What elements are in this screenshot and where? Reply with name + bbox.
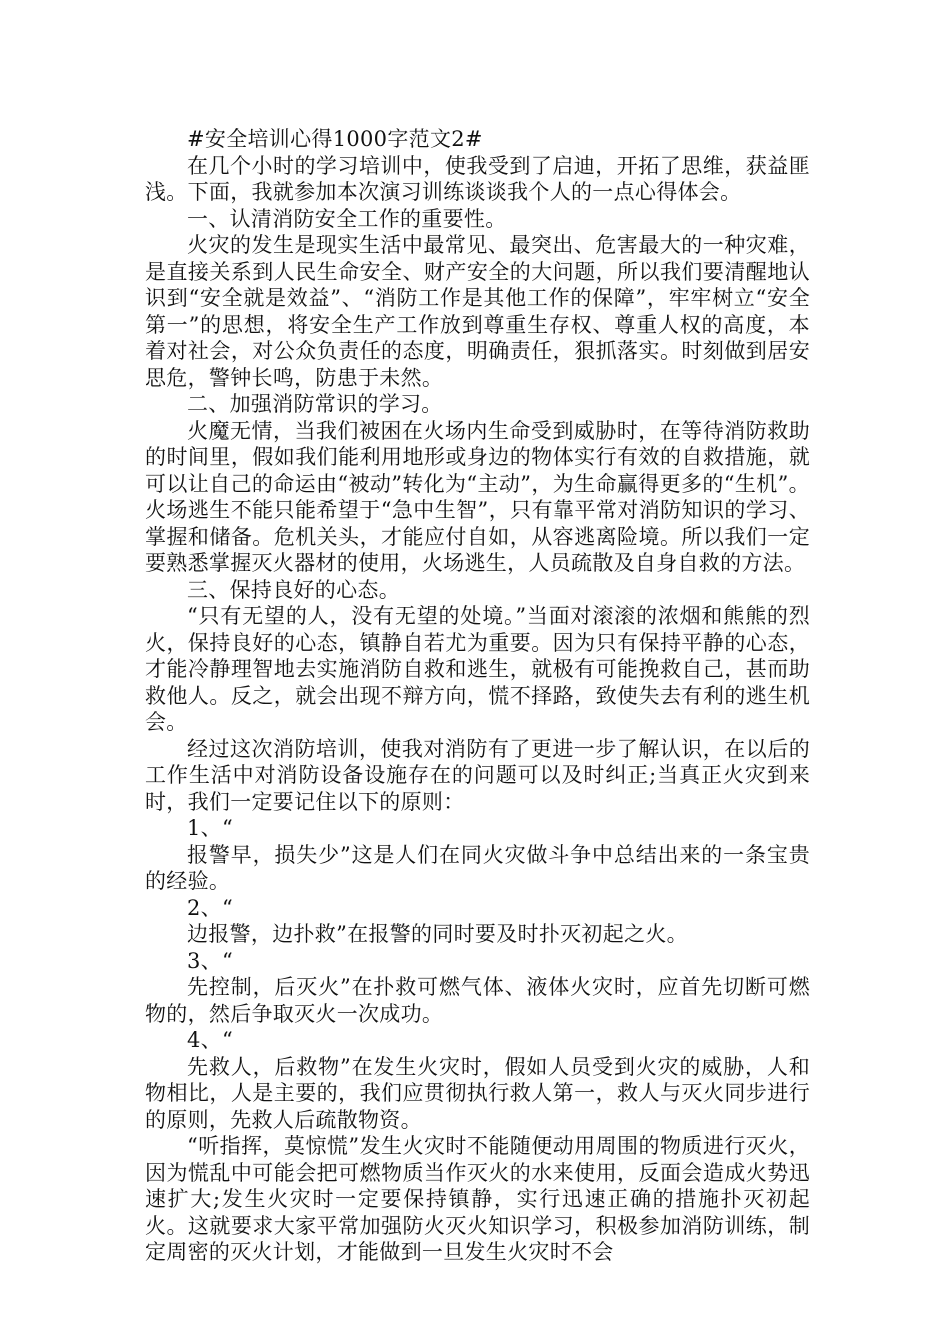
section-heading-2: 二、加强消防常识的学习。 — [187, 392, 443, 416]
principle-2-number: 2、“ — [187, 895, 233, 920]
section-heading-1: 一、认清消防安全工作的重要性。 — [187, 206, 507, 231]
section-1-paragraph: 火灾的发生是现实生活中最常见、最突出、危害最大的一种灾难，是直接关系到人民生命安全、财产安全的大问题，所以我们要清醒地认识到“安全就是效益”、“消防工作是其他工作的保障”，牢牢树立“安全第一”的思想，将安全生产工作放到尊重生存权、尊重人权的高度，本着对社会，对公众负责任的态度，明确责任，狠抓落实。时刻做到居安思危，警钟长鸣，防患于未然。 — [145, 233, 810, 390]
principle-4-text: 先救人，后救物”在发生火灾时，假如人员受到火灾的威胁，人和物相比，人是主要的，我们应贯彻执行救人第一，救人与灭火同步进行的原则，先救人后疏散物资。 — [145, 1054, 810, 1132]
document-title: #安全培训心得1000字范文2# — [187, 127, 483, 151]
summary-paragraph: 经过这次消防培训，使我对消防有了更进一步了解认识，在以后的工作生活中对消防设备设施存在的问题可以及时纠正;当真正火灾到来时，我们一定要记住以下的原则： — [145, 736, 810, 814]
principle-1-number: 1、“ — [187, 816, 233, 840]
section-3-paragraph: “只有无望的人，没有无望的处境。”当面对滚滚的浓烟和熊熊的烈火，保持良好的心态，镇静自若尤为重要。因为只有保持平静的心态，才能冷静理智地去实施消防自救和逃生，就极有可能挽救自己，甚而助救他人。反之，就会出现不辩方向，慌不择路，致使失去有利的逃生机会。 — [145, 604, 810, 734]
section-heading-3: 三、保持良好的心态。 — [187, 577, 400, 602]
principle-1-text: 报警早，损失少”这是人们在同火灾做斗争中总结出来的一条宝贵的经验。 — [145, 842, 810, 893]
principle-3-number: 3、“ — [187, 948, 233, 973]
section-2-paragraph: 火魔无情，当我们被困在火场内生命受到威胁时，在等待消防救助的时间里，假如我们能利用地形或身边的物体实行有效的自救措施，就可以让自己的命运由“被动”转化为“主动”，为生命赢得更多的“生机”。火场逃生不能只能希望于“急中生智”，只有靠平常对消防知识的学习、掌握和储备。危机关头，才能应付自如，从容逃离险境。所以我们一定要熟悉掌握灭火器材的使用，火场逃生，人员疏散及自身自救的方法。 — [145, 418, 810, 575]
principle-5-paragraph: “听指挥，莫惊慌”发生火灾时不能随便动用周围的物质进行灭火，因为慌乱中可能会把可燃物质当作灭火的水来使用，反面会造成火势迅速扩大;发生火灾时一定要保持镇静，实行迅速正确的措施扑灭初起火。这就要求大家平常加强防火灭火知识学习，积极参加消防训练，制定周密的灭火计划，才能做到一旦发生火灾时不会 — [145, 1134, 810, 1264]
principle-3-text: 先控制，后灭火”在扑救可燃气体、液体火灾时，应首先切断可燃物的，然后争取灭火一次成功。 — [145, 975, 810, 1026]
document-page — [145, 126, 810, 1266]
intro-paragraph: 在几个小时的学习培训中，使我受到了启迪，开拓了思维，获益匪浅。下面，我就参加本次演习训练谈谈我个人的一点心得体会。 — [145, 153, 810, 204]
principle-4-number: 4、“ — [187, 1028, 233, 1052]
principle-2-text: 边报警，边扑救”在报警的同时要及时扑灭初起之火。 — [187, 922, 688, 946]
